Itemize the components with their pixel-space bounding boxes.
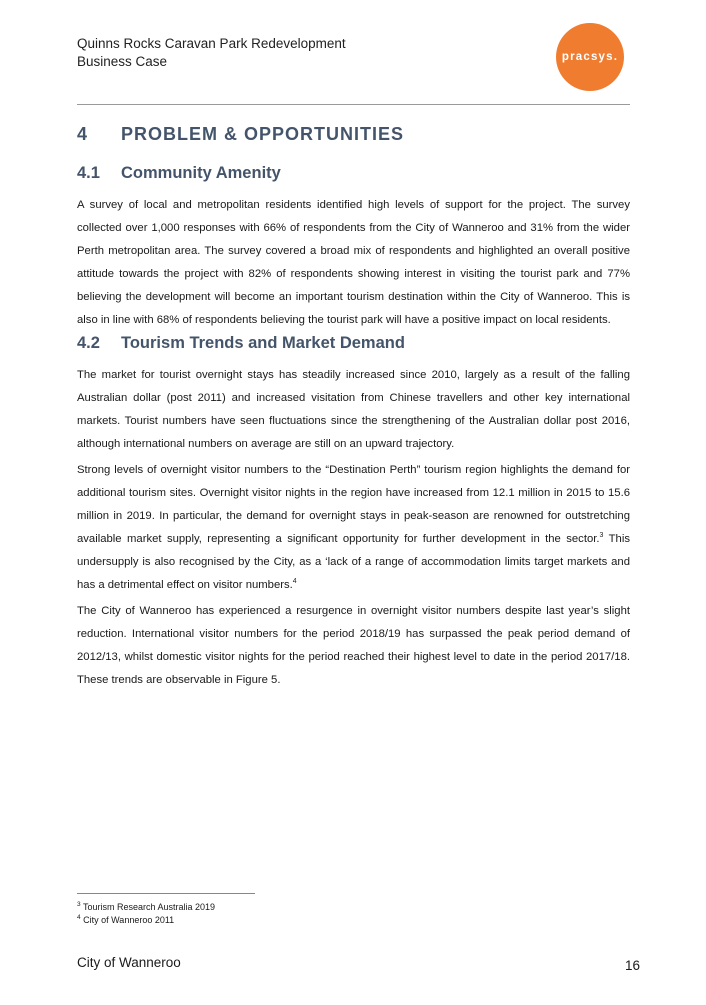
- footnote-ref[interactable]: 4: [292, 578, 297, 586]
- paragraph: The City of Wanneroo has experienced a resurgence in overnight visitor numbers despite last year’s slight reduction. International visitor numbers for the period 2018/19 has surpassed the peak period demand of 2012/13, whilst domestic visitor nights for the period reached their highest level to date in the period 2017/18. These trends are observable in Figure 5.: [77, 605, 630, 686]
- footnote: [77, 914, 215, 927]
- footnotes: [77, 901, 215, 927]
- tourism-trends-body: [77, 364, 630, 695]
- footnote-text: City of Wanneroo 2011: [83, 915, 175, 925]
- header-subtitle: Business Case: [77, 54, 168, 69]
- subsection-heading-community-amenity: [77, 164, 281, 183]
- footnote: [77, 901, 215, 914]
- subsection-number: 4.1: [77, 164, 100, 182]
- footnote-text: Tourism Research Australia 2019: [82, 902, 216, 912]
- footnote-number: 4: [77, 914, 81, 921]
- section-number: 4: [77, 124, 89, 144]
- page-number: 16: [624, 958, 640, 973]
- paragraph-text: Strong levels of overnight visitor numbers to the “Destination Perth” tourism region highlights the demand for additional tourism sites. Overnight visitor nights in the region have increased from 12.1 million in 2015 to 15.6 million in 2019. In particular, the demand for overnight stays in peak-season are renowned for outstretching available market supply, representing a significant opportunity for further development in the sector.: [77, 464, 630, 545]
- footnote-divider: [77, 893, 255, 894]
- subsection-title: Tourism Trends and Market Demand: [121, 334, 405, 352]
- subsection-heading-tourism-trends: [77, 334, 405, 353]
- subsection-number: 4.2: [77, 334, 100, 352]
- footnote-ref[interactable]: 3: [599, 532, 604, 540]
- footnote-number: 3: [77, 901, 81, 908]
- footer-org: City of Wanneroo: [77, 955, 181, 970]
- header-title: Quinns Rocks Caravan Park Redevelopment: [77, 36, 346, 51]
- running-header: [77, 35, 346, 71]
- paragraph: A survey of local and metropolitan residents identified high levels of support for the project. The survey collected over 1,000 responses with 66% of respondents from the City of Wanneroo and 31% from the wider Perth metropolitan area. The survey covered a broad mix of respondents and highlighted an overall positive attitude towards the project with 82% of respondents showing interest in visiting the tourist park and 77% believing the development will become an important tourism destination within the City of Wanneroo. This is also in line with 68% of respondents believing the tourist park will have a positive impact on local residents.: [77, 199, 630, 326]
- section-title: PROBLEM & OPPORTUNITIES: [121, 124, 405, 144]
- paragraph-text: This undersupply is also recognised by the City, as a ‘lack of a range of accommodation limits target markets and has a detrimental effect on visitor numbers.: [77, 533, 630, 591]
- paragraph: The market for tourist overnight stays has steadily increased since 2010, largely as a result of the falling Australian dollar (post 2011) and increased visitation from Chinese travellers and other key international markets. Tourist numbers have seen fluctuations since the strengthening of the Australian dollar post 2016, although international numbers on average are still on an upward trajectory.: [77, 369, 630, 450]
- paragraph-with-footnotes: [77, 459, 630, 597]
- subsection-title: Community Amenity: [121, 164, 281, 182]
- pracsys-logo: [556, 23, 624, 91]
- section-heading: [77, 124, 404, 145]
- header-divider: [77, 104, 630, 105]
- community-amenity-body: [77, 194, 630, 335]
- logo-text: pracsys.: [561, 51, 619, 63]
